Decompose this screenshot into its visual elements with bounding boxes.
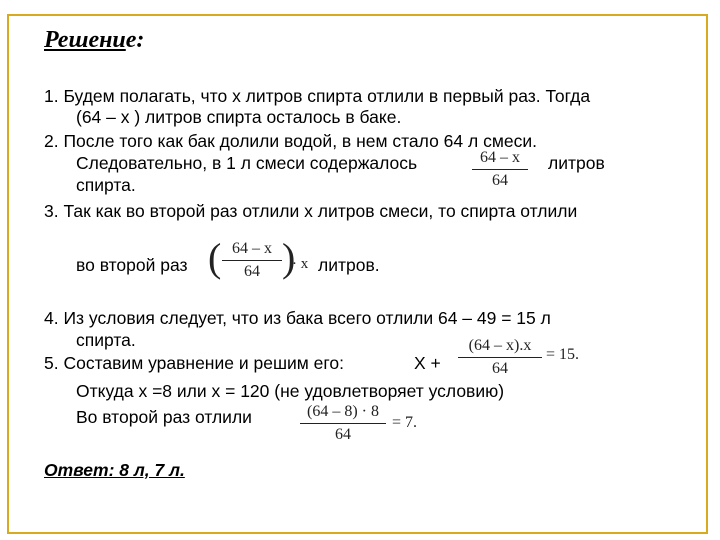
step2-line3: спирта. (76, 175, 136, 195)
fraction-1-bar (472, 169, 528, 170)
step2-line2-end: литров (548, 153, 605, 173)
fraction-4 (300, 403, 386, 444)
fraction-2 (222, 240, 282, 281)
answer-text: Ответ: 8 л, 7 л. (44, 460, 185, 480)
title-rest-part: е: (125, 27, 145, 53)
step3-line1: 3. Так как во второй раз отлили х литров смеси, то спирта отлили (44, 201, 578, 221)
step5-line1: 5. Составим уравнение и решим его: (44, 353, 344, 373)
step5-x-plus: Х + (414, 353, 441, 373)
fraction-2-denominator: 64 (244, 263, 260, 280)
fraction-2-right-paren: ) (282, 235, 296, 280)
solution-title (44, 27, 144, 54)
fraction-4-rhs: = 7. (392, 414, 418, 431)
fraction-1-denominator: 64 (492, 172, 508, 189)
step4-line2: спирта. (76, 330, 136, 350)
fraction-2-numerator: 64 – x (232, 240, 272, 257)
frame-border-left (7, 14, 9, 534)
fraction-4-denominator: 64 (335, 426, 351, 443)
fraction-4-bar (300, 423, 386, 424)
fraction-2-multiplier: · x (292, 256, 309, 272)
fraction-3-numerator: (64 – x).x (468, 337, 532, 354)
step5-line3: Во второй раз отлили (76, 407, 252, 427)
fraction-3 (458, 337, 542, 378)
frame-border-right (706, 14, 708, 534)
fraction-3-denominator: 64 (492, 360, 508, 377)
step2-line1: 2. После того как бак долили водой, в нем стало 64 л смеси. (44, 131, 537, 151)
frame-border-bottom (7, 532, 708, 534)
step2-line2: Следовательно, в 1 л смеси содержалось (76, 153, 418, 173)
step1-line1: 1. Будем полагать, что х литров спирта отлили в первый раз. Тогда (44, 86, 591, 106)
step3-line2: во второй раз (76, 255, 188, 275)
fraction-3-bar (458, 357, 542, 358)
fraction-4-numerator: (64 – 8) · 8 (307, 403, 379, 420)
step1-line2: (64 – х ) литров спирта осталось в баке. (76, 107, 402, 127)
step4-line1: 4. Из условия следует, что из бака всего отлили 64 – 49 = 15 л (44, 308, 551, 328)
fraction-1 (472, 149, 528, 190)
fraction-1-numerator: 64 – x (480, 149, 520, 166)
fraction-3-rhs: = 15. (546, 346, 580, 363)
fraction-2-bar (222, 260, 282, 261)
step5-line2: Откуда х =8 или х = 120 (не удовлетворяет условию) (76, 381, 505, 401)
frame-border-top (7, 14, 708, 16)
title-underlined-part: Решени (44, 27, 126, 53)
step3-line2-end: литров. (318, 255, 380, 275)
fraction-2-left-paren: ( (208, 235, 222, 280)
